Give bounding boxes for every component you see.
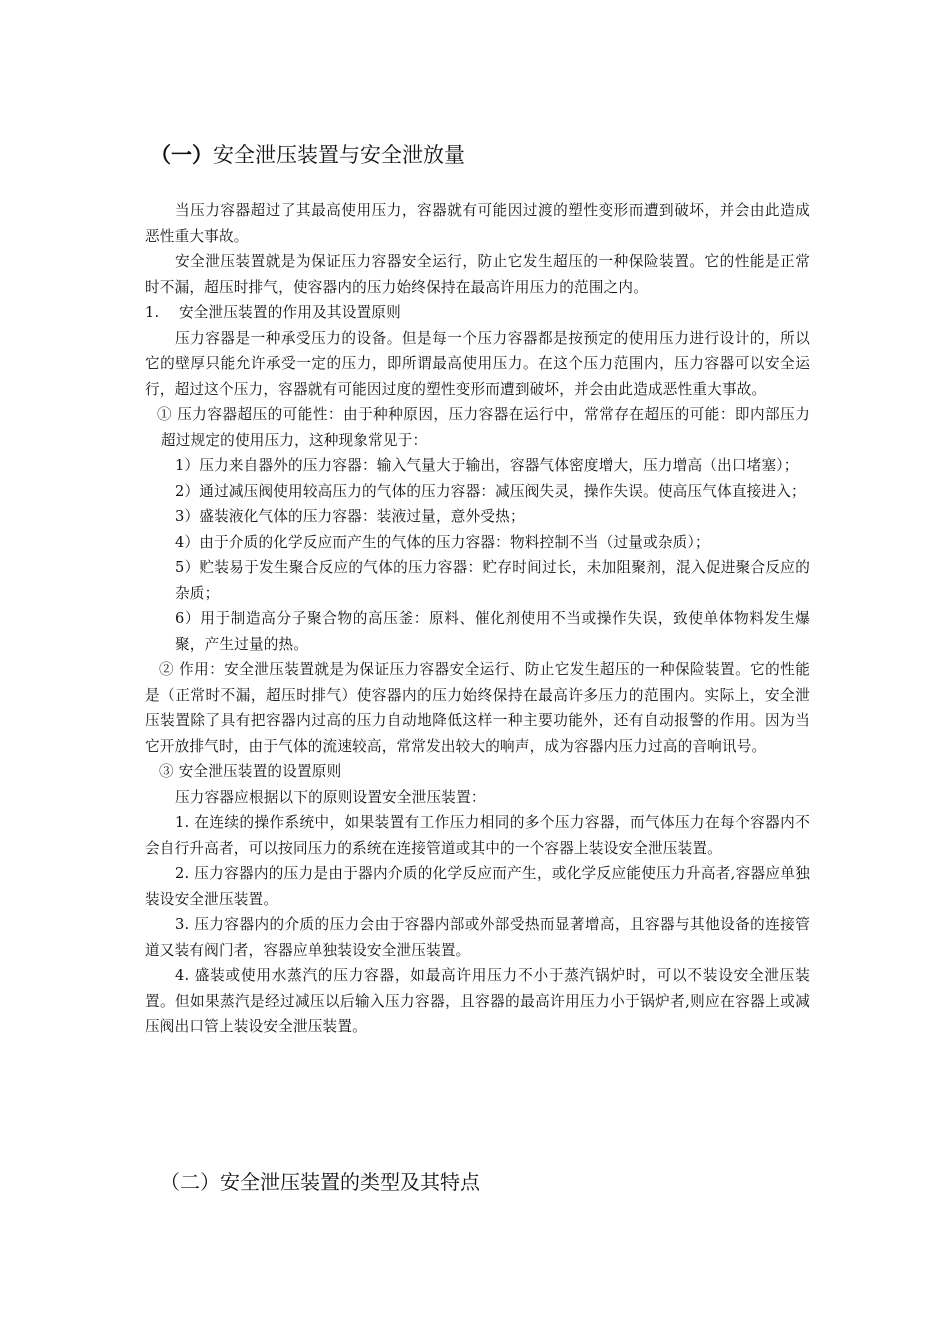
point-2-function: ② 作用：安全泄压装置就是为保证压力容器安全运行、防止它发生超压的一种保险装置。它的性能是（正常时不漏，超压时排气）使容器内的压力始终保持在最高许多压力的范围内。实际上，安全泄压装置除了具有把容器内过高的压力自动地降低这样一种主要功能外，还有自动报警的作用。因为当它开放排气时，由于气体的流速较高，常常发出较大的响声，成为容器内压力过高的音响讯号。 [145, 661, 810, 755]
heading-1-title: 安全泄压装置与安全泄放量 [213, 143, 465, 167]
list-item: 5）贮装易于发生聚合反应的气体的压力容器：贮存时间过长，未加阻聚剂，混入促进聚合反应的杂质； [175, 559, 810, 602]
list-item: 4）由于介质的化学反应而产生的气体的压力容器：物料控制不当（过量或杂质）； [175, 533, 710, 551]
heading-1-number: （一） [150, 143, 213, 167]
paragraph-device-definition: 安全泄压装置就是为保证压力容器安全运行，防止它发生超压的一种保险装置。它的性能是正常时不漏，超压时排气，使容器内的压力始终保持在最高许用压力的范围之内。 [145, 253, 810, 296]
list-item: 1）压力来自器外的压力容器：输入气量大于输出，容器气体密度增大，压力增高（出口堵塞）； [175, 457, 799, 474]
list-item: 2）通过减压阀使用较高压力的气体的压力容器：减压阀失灵，操作失误。使高压气体直接进入； [175, 482, 806, 500]
paragraph-pressure-vessel: 压力容器是一种承受压力的设备。但是每一个压力容器都是按预定的使用压力进行设计的，所以它的壁厚只能允许承受一定的压力，即所谓最高使用压力。在这个压力范围内，压力容器可以安全运行，超过这个压力，容器就有可能因过度的塑性变形而遭到破坏，并会由此造成恶性重大事故。 [145, 329, 810, 398]
paragraph-principles-intro: 压力容器应根据以下的原则设置安全泄压装置： [175, 788, 486, 806]
rule-item: 3. 压力容器内的介质的压力会由于容器内部或外部受热而显著增高，且容器与其他设备的连接管道又装有阀门者，容器应单独装设安全泄压装置。 [145, 916, 810, 959]
section-heading-2: （二）安全泄压装置的类型及其特点 [160, 1170, 480, 1194]
point-3-principles: ③ 安全泄压装置的设置原则 [159, 763, 342, 780]
rule-item: 2. 压力容器内的压力是由于器内介质的化学反应而产生，或化学反应能使压力升高者,容器应单独装设安全泄压装置。 [145, 865, 810, 908]
document-body [145, 198, 810, 1040]
rule-item: 4. 盛装或使用水蒸汽的压力容器，如最高许用压力不小于蒸汽锅炉时，可以不装设安全泄压装置。但如果蒸汽是经过减压以后输入压力容器，且容器的最高许用压力小于锅炉者,则应在容器上或减压阀出口管上装设安全泄压装置。 [145, 967, 810, 1035]
subsection-title: 1. 安全泄压装置的作用及其设置原则 [145, 304, 401, 321]
list-item: 3）盛装液化气体的压力容器：装液过量，意外受热； [175, 508, 525, 525]
point-1-overpressure-causes: ① 压力容器超压的可能性：由于种种原因，压力容器在运行中，常常存在超压的可能：即内部压力超过规定的使用压力，这种现象常见于： [157, 406, 810, 449]
section-heading-1 [150, 139, 465, 171]
paragraph-overpressure-risk: 当压力容器超过了其最高使用压力，容器就有可能因过渡的塑性变形而遭到破坏，并会由此造成恶性重大事故。 [145, 202, 810, 245]
rule-item: 1. 在连续的操作系统中，如果装置有工作压力相同的多个压力容器，而气体压力在每个容器内不会自行升高者，可以按同压力的系统在连接管道或其中的一个容器上装设安全泄压装置。 [145, 814, 810, 857]
list-item: 6）用于制造高分子聚合物的高压釜：原料、催化剂使用不当或操作失误，致使单体物料发生爆聚，产生过量的热。 [175, 610, 810, 653]
